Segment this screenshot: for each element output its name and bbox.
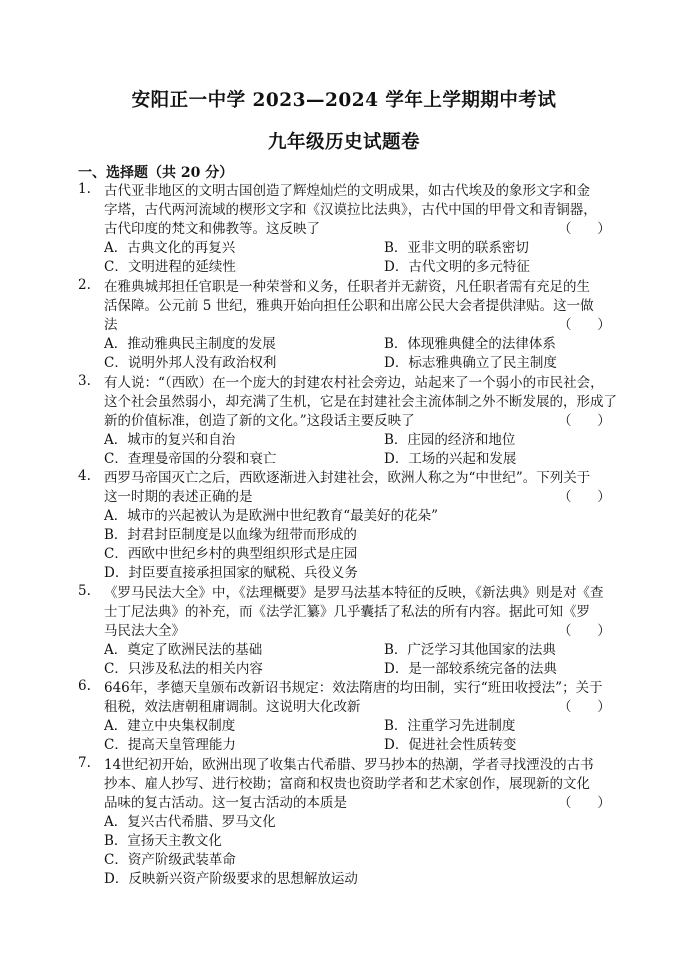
- question-text-line: 新的价值标准，创造了新的文化。”这段话主要反映了: [104, 413, 415, 429]
- question-number: 1.: [78, 181, 91, 197]
- option-b: B．体现雅典健全的法律体系: [384, 336, 556, 352]
- question-text-line: 抄本、雇人抄写、进行校勘；富商和权贵也资助学者和艺术家创作，展现新的文化: [104, 776, 590, 792]
- option-c: C．查理曼帝国的分裂和衰亡: [104, 451, 277, 467]
- answer-blank: （ ）: [558, 317, 611, 333]
- question-text-line: 字塔，古代两河流域的楔形文字和《汉谟拉比法典》，古代中国的甲骨文和青铜器，: [104, 202, 597, 218]
- option-d: D．是一部较系统完备的法典: [384, 661, 557, 677]
- answer-blank: （ ）: [558, 413, 611, 429]
- question-text-line: 古代印度的梵文和佛教等。这反映了: [104, 221, 320, 237]
- option-b: B．封君封臣制度是以血缘为纽带而形成的: [104, 527, 357, 543]
- question-text-line: 租税，效法唐朝租庸调制。这说明大化改新: [104, 699, 361, 715]
- section-heading: 一、选择题（共 20 分）: [78, 165, 234, 181]
- exam-subtitle: 九年级历史试题卷: [267, 132, 420, 153]
- question-number: 3.: [78, 373, 91, 389]
- option-d: D．促进社会性质转变: [384, 737, 517, 753]
- question-number: 7.: [78, 755, 91, 771]
- question-text-line: 法: [104, 317, 118, 333]
- option-b: B．亚非文明的联系密切: [384, 240, 529, 256]
- option-a: A．城市的复兴和自治: [104, 432, 236, 448]
- question-text-line: 古代亚非地区的文明古国创造了辉煌灿烂的文明成果，如古代埃及的象形文字和金: [104, 183, 590, 199]
- question-text-line: 《罗马民法大全》中，《法理概要》是罗马法基本特征的反映，《新法典》则是对《查: [104, 585, 604, 601]
- answer-blank: （ ）: [558, 221, 611, 237]
- option-a: A．城市的兴起被认为是欧洲中世纪教育“最美好的花朵”: [104, 508, 439, 524]
- answer-blank: （ ）: [558, 699, 611, 715]
- option-a: A．复兴古代希腊、罗马文化: [104, 814, 276, 830]
- answer-blank: （ ）: [558, 623, 611, 639]
- option-d: D．反映新兴资产阶级要求的思想解放运动: [104, 871, 358, 887]
- option-d: D．古代文明的多元特征: [384, 259, 530, 275]
- option-c: C．只涉及私法的相关内容: [104, 661, 263, 677]
- question-text-line: 这个社会虽然弱小，却充满了生机，它是在封建社会主流体制之外不断发展的，形成了: [104, 394, 617, 410]
- question-text-line: 马民法大全》: [104, 623, 185, 639]
- answer-blank: （ ）: [558, 489, 611, 505]
- question-text-line: 在雅典城邦担任官职是一种荣誉和义务，任职者并无薪资，凡任职者需有充足的生: [104, 279, 590, 295]
- question-number: 2.: [78, 277, 91, 293]
- option-b: B．广泛学习其他国家的法典: [384, 642, 556, 658]
- question-text-line: 这一时期的表述正确的是: [104, 489, 253, 505]
- question-text-line: 品味的复古活动。这一复古活动的本质是: [104, 795, 347, 811]
- option-c: C．说明外邦人没有政治权利: [104, 355, 277, 371]
- option-b: B．庄园的经济和地位: [384, 432, 516, 448]
- question-number: 5.: [78, 583, 91, 599]
- question-number: 4.: [78, 468, 91, 484]
- question-text-line: 士丁尼法典》的补充，而《法学汇纂》几乎囊括了私法的所有内容。据此可知《罗: [104, 604, 590, 620]
- option-a: A．建立中央集权制度: [104, 718, 236, 734]
- option-d: D．封臣要直接承担国家的赋税、兵役义务: [104, 565, 358, 581]
- option-c: C．文明进程的延续性: [104, 259, 236, 275]
- option-b: B．宣扬天主教文化: [104, 833, 222, 849]
- option-d: D．标志雅典确立了民主制度: [384, 355, 557, 371]
- option-a: A．推动雅典民主制度的发展: [104, 336, 276, 352]
- option-c: C．资产阶级武装革命: [104, 852, 236, 868]
- question-text-line: 西罗马帝国灭亡之后，西欧逐渐进入封建社会，欧洲人称之为“中世纪”。下列关于: [104, 470, 591, 486]
- option-a: A．古典文化的再复兴: [104, 240, 236, 256]
- question-text-line: 646年，孝德天皇颁布改新诏书规定：效法隋唐的均田制，实行“班田收授法”；关于: [104, 680, 603, 696]
- question-number: 6.: [78, 678, 91, 694]
- option-b: B．注重学习先进制度: [384, 718, 516, 734]
- answer-blank: （ ）: [558, 795, 611, 811]
- question-text-line: 活保障。公元前 5 世纪，雅典开始向担任公职和出席公民大会者提供津贴。这一做: [104, 298, 594, 314]
- question-text-line: 14世纪初开始，欧洲出现了收集古代希腊、罗马抄本的热潮，学者寻找湮没的古书: [104, 757, 594, 773]
- option-a: A．奠定了欧洲民法的基础: [104, 642, 263, 658]
- question-text-line: 有人说：“（西欧）在一个庞大的封建农村社会旁边，站起来了一个弱小的市民社会，: [104, 375, 604, 391]
- exam-title: 安阳正一中学 2023—2024 学年上学期期中考试: [131, 90, 557, 111]
- option-d: D．工场的兴起和发展: [384, 451, 517, 467]
- option-c: C．西欧中世纪乡村的典型组织形式是庄园: [104, 546, 358, 562]
- option-c: C．提高天皇管理能力: [104, 737, 236, 753]
